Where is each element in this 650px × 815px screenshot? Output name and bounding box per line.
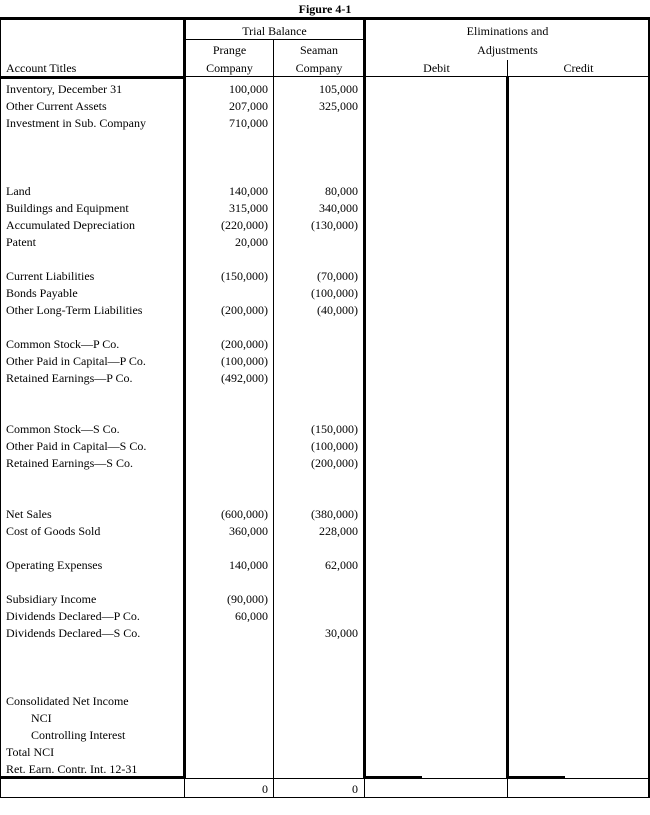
trial-balance-heading: Trial Balance (242, 24, 307, 38)
figure-title: Figure 4-1 (298, 2, 352, 16)
seaman-total: 0 (352, 782, 358, 796)
row-label: Other Long-Term Liabilities (6, 303, 143, 317)
row-label: Subsidiary Income (6, 592, 97, 606)
prange-value: 60,000 (235, 609, 268, 623)
row-label: Other Paid in Capital—S Co. (6, 439, 147, 453)
row-label: Net Sales (6, 507, 52, 521)
table-top-border (0, 17, 650, 20)
prange-heading-line1: Prange (212, 43, 247, 57)
row-label: Retained Earnings—P Co. (6, 371, 133, 385)
credit-heading: Credit (563, 61, 594, 75)
seaman-value: (100,000) (311, 286, 358, 300)
seaman-value: (40,000) (317, 303, 358, 317)
prange-value: (150,000) (221, 269, 268, 283)
seaman-value: (70,000) (317, 269, 358, 283)
prange-value: 315,000 (229, 201, 268, 215)
prange-value: 207,000 (229, 99, 268, 113)
row-label: Common Stock—P Co. (6, 337, 120, 351)
seaman-value: 228,000 (319, 524, 358, 538)
seaman-column-border (363, 17, 366, 779)
row-label: Other Current Assets (6, 99, 107, 113)
row-label: Dividends Declared—S Co. (6, 626, 141, 640)
prange-heading-line2: Company (206, 61, 253, 75)
prange-value: (100,000) (221, 354, 268, 368)
prange-value: 140,000 (229, 184, 268, 198)
row-label: Controlling Interest (31, 728, 126, 742)
row-label: Current Liabilities (6, 269, 95, 283)
row-label: Operating Expenses (6, 558, 103, 572)
prange-value: (200,000) (221, 303, 268, 317)
seaman-value: 62,000 (325, 558, 358, 572)
prange-value: (200,000) (221, 337, 268, 351)
prange-value: 140,000 (229, 558, 268, 572)
row-label: Consolidated Net Income (6, 694, 129, 708)
seaman-heading-line2: Company (295, 61, 343, 75)
row-label: Retained Earnings—S Co. (6, 456, 133, 470)
prange-value: (220,000) (221, 218, 268, 232)
row-label: Inventory, December 31 (6, 82, 123, 96)
row-label: Investment in Sub. Company (6, 116, 146, 130)
seaman-value: (130,000) (311, 218, 358, 232)
header-bottom-border-right (185, 76, 650, 77)
seaman-column-border-lower (364, 779, 365, 798)
prange-total: 0 (262, 782, 268, 796)
account-titles-heading: Account Titles (6, 61, 77, 75)
row-label: Patent (6, 235, 36, 249)
prange-value: (600,000) (221, 507, 268, 521)
row-label: Common Stock—S Co. (6, 422, 120, 436)
row-label: Accumulated Depreciation (6, 218, 135, 232)
row-label: NCI (31, 711, 52, 725)
header-bottom-border (0, 76, 185, 79)
prange-value: 20,000 (235, 235, 268, 249)
titles-column-border (183, 17, 186, 779)
prange-value: (90,000) (227, 592, 268, 606)
row-label: Other Paid in Capital—P Co. (6, 354, 146, 368)
debit-heading: Debit (423, 61, 450, 75)
totals-row-bottom (0, 797, 650, 798)
prange-value: 360,000 (229, 524, 268, 538)
row-label: Ret. Earn. Contr. Int. 12-31 (6, 762, 138, 776)
seaman-value: 105,000 (319, 82, 358, 96)
seaman-value: (380,000) (311, 507, 358, 521)
seaman-value: 340,000 (319, 201, 358, 215)
totals-row-top (185, 778, 650, 779)
prange-value: 100,000 (229, 82, 268, 96)
prange-value: (492,000) (221, 371, 268, 385)
debit-column-border-lower (507, 779, 508, 798)
row-label: Land (6, 184, 31, 198)
eliminations-heading-line1: Eliminations and (466, 24, 549, 38)
row-label: Cost of Goods Sold (6, 524, 101, 538)
prange-value: 710,000 (229, 116, 268, 130)
seaman-value: 80,000 (325, 184, 358, 198)
table-bottom-border (0, 776, 185, 779)
row-label: Buildings and Equipment (6, 201, 129, 215)
seaman-heading-line1: Seaman (300, 43, 338, 57)
debit-column-border-body (506, 77, 509, 779)
left-border (0, 17, 1, 798)
seaman-value: 325,000 (319, 99, 358, 113)
row-label: Bonds Payable (6, 286, 78, 300)
row-label: Dividends Declared—P Co. (6, 609, 140, 623)
trial-balance-divider (185, 39, 364, 40)
seaman-value: 30,000 (325, 626, 358, 640)
titles-column-border-lower (184, 779, 185, 798)
row-label: Total NCI (6, 745, 55, 759)
prange-column-border (273, 40, 274, 798)
eliminations-heading-line2: Adjustments (477, 43, 538, 57)
seaman-value: (200,000) (311, 456, 358, 470)
seaman-value: (100,000) (311, 439, 358, 453)
seaman-value: (150,000) (311, 422, 358, 436)
